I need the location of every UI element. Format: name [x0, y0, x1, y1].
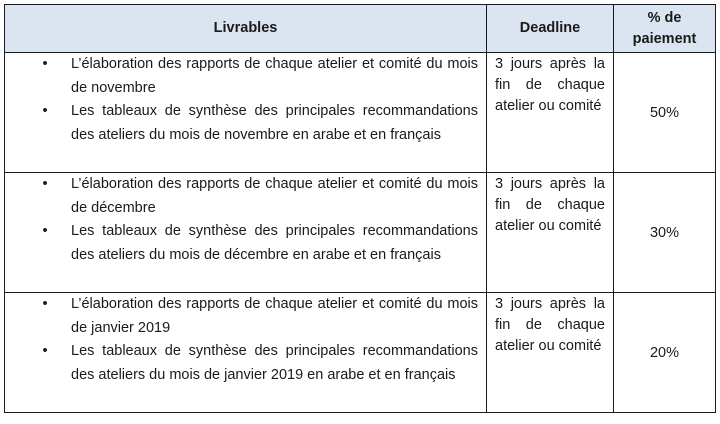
table-header-row: [5, 5, 716, 53]
list-item: [5, 293, 478, 340]
livrable-text: L’élaboration des rapports de chaque atelier et comité du mois de décembre: [71, 176, 478, 216]
list-item: [5, 173, 478, 220]
livrables-list: [5, 293, 478, 387]
bullet-icon: •: [42, 176, 48, 192]
deadline-text: 3 jours après la fin de chaque atelier ou comité: [495, 296, 605, 354]
livrables-cell: [5, 53, 487, 173]
livrable-text: Les tableaux de synthèse des principales recommandations des ateliers du mois de novembre en arabe et en français: [71, 103, 478, 143]
paiement-cell: 30%: [614, 173, 716, 293]
table-row: [5, 293, 716, 413]
deadline-cell: [487, 53, 614, 173]
paiement-cell: 50%: [614, 53, 716, 173]
bullet-icon: •: [42, 296, 48, 312]
livrable-text: Les tableaux de synthèse des principales recommandations des ateliers du mois de décembre en arabe et en français: [71, 223, 478, 263]
bullet-icon: •: [42, 343, 48, 359]
header-paiement: % de paiement: [614, 5, 716, 53]
header-livrables: Livrables: [5, 5, 487, 53]
paiement-cell: 20%: [614, 293, 716, 413]
livrable-text: L’élaboration des rapports de chaque atelier et comité du mois de novembre: [71, 56, 478, 96]
list-item: [5, 340, 478, 387]
header-deadline: Deadline: [487, 5, 614, 53]
livrables-cell: [5, 173, 487, 293]
list-item: [5, 100, 478, 147]
bullet-icon: •: [42, 56, 48, 72]
deadline-text: 3 jours après la fin de chaque atelier ou comité: [495, 56, 605, 114]
livrables-list: [5, 173, 478, 267]
list-item: [5, 53, 478, 100]
deadline-cell: [487, 173, 614, 293]
bullet-icon: •: [42, 103, 48, 119]
livrables-cell: [5, 293, 487, 413]
bullet-icon: •: [42, 223, 48, 239]
table-row: [5, 173, 716, 293]
livrable-text: L’élaboration des rapports de chaque atelier et comité du mois de janvier 2019: [71, 296, 478, 336]
list-item: [5, 220, 478, 267]
deliverables-table: [4, 4, 716, 413]
livrables-list: [5, 53, 478, 147]
deadline-text: 3 jours après la fin de chaque atelier ou comité: [495, 176, 605, 234]
table-row: [5, 53, 716, 173]
livrable-text: Les tableaux de synthèse des principales recommandations des ateliers du mois de janvier 2019 en arabe et en français: [71, 343, 478, 383]
deadline-cell: [487, 293, 614, 413]
